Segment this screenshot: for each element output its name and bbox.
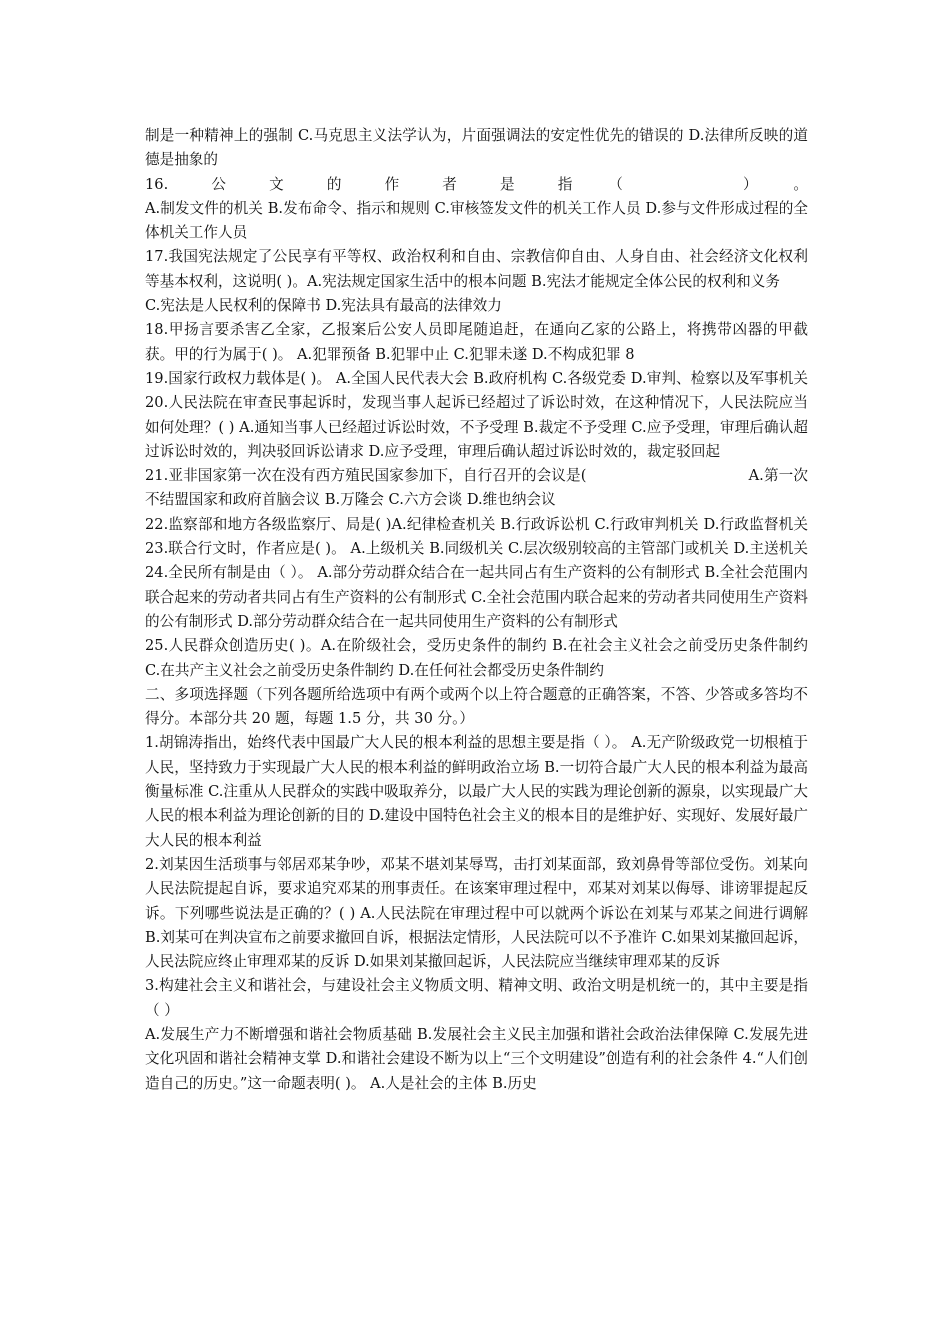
- text-paragraph-14: 3.构建社会主义和谐社会，与建设社会主义物质文明、精神文明、政治文明是机统一的，其中主要是指（ ）: [145, 977, 808, 1019]
- text-paragraph-7: 19.国家行政权力载体是( )。 A.全国人民代表大会 B.政府机构 C.各级党委 D.审判、检察以及军事机关 20.人民法院在审查民事起诉时，发现当事人起诉已经超过了诉讼时效，在这种情况下，人民法院应当如何处理？( ) A.通知当事人已经超过诉讼时效，不予受理 B.裁定不予受理 C.应予受理，审理后确认超过诉讼时效的，判决驳回诉讼请求 D.应予受理，审理后确认超过诉讼时效的，裁定驳回起: [145, 369, 808, 460]
- text-paragraph-2: 16. 公 文 的 作 者 是 指 （ ） 。: [145, 175, 808, 193]
- text-paragraph-3: A.制发文件的机关 B.发布命令、指示和规则 C.审核签发文件的机关工作人员 D.参与文件形成过程的全体机关工作人员: [145, 199, 808, 242]
- text-paragraph-15: A.发展生产力不断增强和谐社会物质基础 B.发展社会主义民主加强和谐社会政治法律保障 C.发展先进文化巩固和谐社会精神支掌 D.和谐社会建设不断为以上“三个文明建设”创造有利的社会条件 4.“人们创造自己的历史。”这一命题表明( )。 A.人是社会的主体 B.历史: [145, 1025, 808, 1092]
- text-paragraph-6: 18.甲扬言要杀害乙全家，乙报案后公安人员即尾随追赶，在通向乙家的公路上，将携带凶器的甲截获。甲的行为属于( )。 A.犯罪预备 B.犯罪中止 C.犯罪未遂 D.不构成犯罪 8: [145, 321, 808, 363]
- text-paragraph-13: 2.刘某因生活琐事与邻居邓某争吵，邓某不堪刘某辱骂，击打刘某面部，致刘鼻骨等部位受伤。刘某向人民法院提起自诉，要求追究邓某的刑事责任。在该案审理过程中，邓某对刘某以侮辱、诽谤罪提起反诉。下列哪些说法是正确的？( ) A.人民法院在审理过程中可以就两个诉讼在刘某与邓某之间进行调解 B.刘某可在判决宣布之前要求撤回自诉，根据法定情形，人民法院可以不予准许 C.如果刘某撤回起诉，人民法院应终止审理邓某的反诉 D.如果刘某撤回起诉，人民法院应当继续审理邓某的反诉: [145, 855, 808, 971]
- text-paragraph-5: C.宪法是人民权利的保障书 D.宪法具有最高的法律效力: [145, 297, 502, 315]
- text-paragraph-9: 22.监察部和地方各级监察厅、局是( )A.纪律检查机关 B.行政诉讼机 C.行政审判机关 D.行政监督机关 23.联合行文时，作者应是( )。 A.上级机关 B.同级机关 C.层次级别较高的主管部门或机关 D.主送机关 24.全民所有制是由（ ）。 A.部分劳动群众结合在一起共同占有生产资料的公有制形式 B.全社会范围内联合起来的劳动者共同占有生产资料的公有制形式 C.全社会范围内联合起来的劳动者共同使用生产资料的公有制形式 D.部分劳动群众结合在一起共同使用生产资料的公有制形式: [145, 515, 808, 630]
- text-paragraph-11: 二、多项选择题（下列各题所给选项中有两个或两个以上符合题意的正确答案，不答、少答或多答均不得分。本部分共 20 题，每题 1.5 分，共 30 分。）: [145, 685, 808, 728]
- text-paragraph-12: 1.胡锦涛指出，始终代表中国最广大人民的根本利益的思想主要是指（ ）。 A.无产阶级政党一切根植于人民，坚持致力于实现最广大人民的根本利益的鲜明政治立场 B.一切符合最广大人民的根本利益为最高衡量标准 C.注重从人民群众的实践中吸取养分，以最广大人民的实践为理论创新的源泉，以实现最广大人民的根本利益为理论创新的目的 D.建设中国特色社会主义的根本目的是维护好、实现好、发展好最广大人民的根本利益: [145, 734, 808, 849]
- text-paragraph-1: 制是一种精神上的强制 C.马克思主义法学认为，片面强调法的安定性优先的错误的 D.法律所反映的道德是抽象的: [145, 127, 808, 169]
- text-paragraph-8: 21.亚非国家第一次在没有西方殖民国家参加下，自行召开的会议是( A.第一次不结盟国家和政府首脑会议 B.万隆会 C.六方会谈 D.维也纳会议: [145, 467, 808, 509]
- document-page: [145, 124, 808, 1096]
- text-paragraph-10: 25.人民群众创造历史( )。A.在阶级社会，受历史条件的制约 B.在社会主义社会之前受历史条件制约 C.在共产主义社会之前受历史条件制约 D.在任何社会都受历史条件制约: [145, 637, 808, 679]
- text-paragraph-4: 17.我国宪法规定了公民享有平等权、政治权利和自由、宗教信仰自由、人身自由、社会经济文化权利等基本权利，这说明( )。A.宪法规定国家生活中的根本问题 B.宪法才能规定全体公民的权利和义务: [145, 248, 808, 290]
